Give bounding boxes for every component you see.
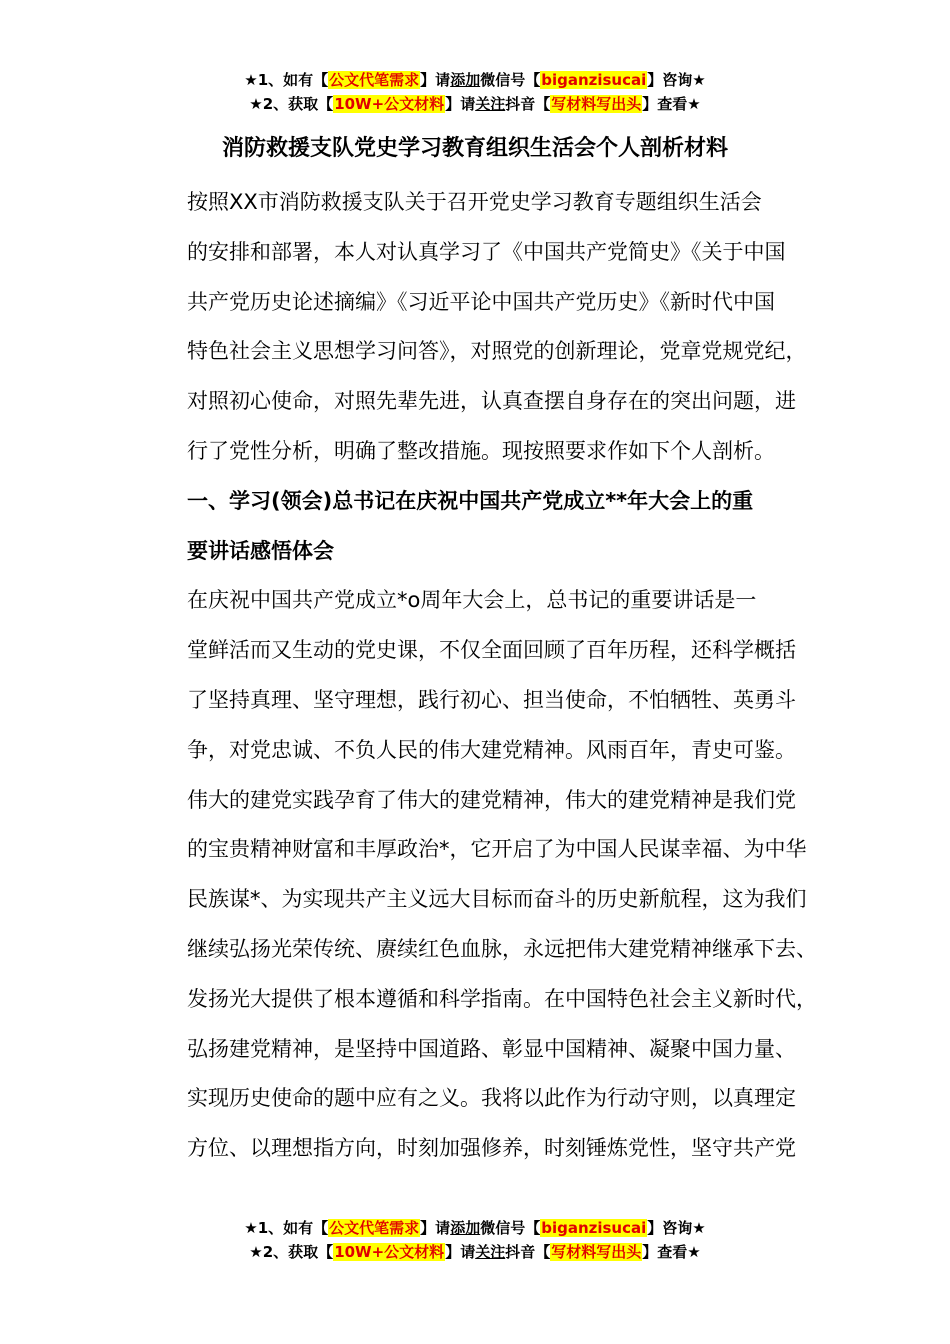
promo-underlined: 关注 <box>475 1243 506 1261</box>
promo-text: 微信号【 <box>480 71 541 89</box>
promo-underlined: 添加 <box>450 1219 481 1237</box>
text-line: 的宝贵精神财富和丰厚政治*，它开启了为中国人民谋幸福、为中华 <box>187 837 807 862</box>
promo-text: 微信号【 <box>480 1219 541 1237</box>
text-line: 的安排和部署，本人对认真学习了《中国共产党简史》《关于中国 <box>187 239 786 264</box>
heading-line: 一、学习(领会)总书记在庆祝中国共产党成立**年大会上的重 <box>187 488 754 513</box>
text-line: 方位、以理想指方向，时刻加强修养，时刻锤炼党性，坚守共产党 <box>187 1136 796 1161</box>
text-line: 发扬光大提供了根本遵循和科学指南。在中国特色社会主义新时代， <box>187 986 817 1011</box>
promo-text: ★2、获取【 <box>249 1243 334 1261</box>
text-line: 了坚持真理、坚守理想，践行初心、担当使命，不怕牺牲、英勇斗 <box>187 687 796 712</box>
text-line: 堂鲜活而又生动的党史课，不仅全面回顾了百年历程，还科学概括 <box>187 638 796 663</box>
promo-highlight: 10W+公文材料 <box>334 1243 445 1261</box>
text-line: 争，对党忠诚、不负人民的伟大建党精神。风雨百年，青史可鉴。 <box>187 737 796 762</box>
text-line: 对照初心使命，对照先辈先进，认真查摆自身存在的突出问题，进 <box>187 389 796 414</box>
promo-text: 】请 <box>420 71 451 89</box>
text-line: 特色社会主义思想学习问答》，对照党的创新理论，党章党规党纪， <box>187 339 807 364</box>
promo-text: ★2、获取【 <box>249 95 334 113</box>
promo-wechat-id: biganzisucai <box>541 1219 647 1237</box>
promo-line-1 <box>0 68 950 92</box>
promo-text: ★1、如有【 <box>244 1219 329 1237</box>
promo-highlight: 公文代笔需求 <box>329 1219 420 1237</box>
promo-douyin-id: 写材料写出头 <box>551 95 642 113</box>
promo-text: 抖音【 <box>505 1243 551 1261</box>
promo-text: 】请 <box>445 95 476 113</box>
text-line: 在庆祝中国共产党成立*o周年大会上，总书记的重要讲话是一 <box>187 588 757 613</box>
promo-highlight: 公文代笔需求 <box>329 71 420 89</box>
promo-underlined: 关注 <box>475 95 506 113</box>
promo-text: 】咨询★ <box>647 71 706 89</box>
paragraph-intro <box>145 178 810 477</box>
section-heading-1 <box>145 477 810 577</box>
promo-line-2 <box>0 92 950 116</box>
promo-text: 】查看★ <box>642 95 701 113</box>
text-line: 共产党历史论述摘编》《习近平论中国共产党历史》《新时代中国 <box>187 289 775 314</box>
text-line: 民族谋*、为实现共产主义远大目标而奋斗的历史新航程，这为我们 <box>187 887 807 912</box>
document-body <box>145 178 817 1174</box>
header-promo <box>0 68 950 116</box>
promo-highlight: 10W+公文材料 <box>334 95 445 113</box>
text-line: 弘扬建党精神，是坚持中国道路、彰显中国精神、凝聚中国力量、 <box>187 1036 796 1061</box>
paragraph-section-1 <box>145 576 817 1174</box>
footer-promo <box>0 1216 950 1264</box>
promo-text: 抖音【 <box>505 95 551 113</box>
text-line: 继续弘扬光荣传统、赓续红色血脉，永远把伟大建党精神继承下去、 <box>187 936 817 961</box>
promo-line-1 <box>0 1216 950 1240</box>
promo-wechat-id: biganzisucai <box>541 71 647 89</box>
text-line: 按照XX市消防救援支队关于召开党史学习教育专题组织生活会 <box>187 190 762 214</box>
promo-text: 】请 <box>420 1219 451 1237</box>
promo-douyin-id: 写材料写出头 <box>551 1243 642 1261</box>
promo-text: 】查看★ <box>642 1243 701 1261</box>
promo-text: 】请 <box>445 1243 476 1261</box>
heading-line: 要讲话感悟体会 <box>187 538 334 563</box>
text-line: 实现历史使命的题中应有之义。我将以此作为行动守则，以真理定 <box>187 1086 796 1111</box>
promo-line-2 <box>0 1240 950 1264</box>
text-line: 行了党性分析，明确了整改措施。现按照要求作如下个人剖析。 <box>187 438 775 463</box>
document-title: 消防救援支队党史学习教育组织生活会个人剖析材料 <box>221 136 728 161</box>
promo-underlined: 添加 <box>450 71 481 89</box>
promo-text: ★1、如有【 <box>244 71 329 89</box>
text-line: 伟大的建党实践孕育了伟大的建党精神，伟大的建党精神是我们党 <box>187 787 796 812</box>
promo-text: 】咨询★ <box>647 1219 706 1237</box>
